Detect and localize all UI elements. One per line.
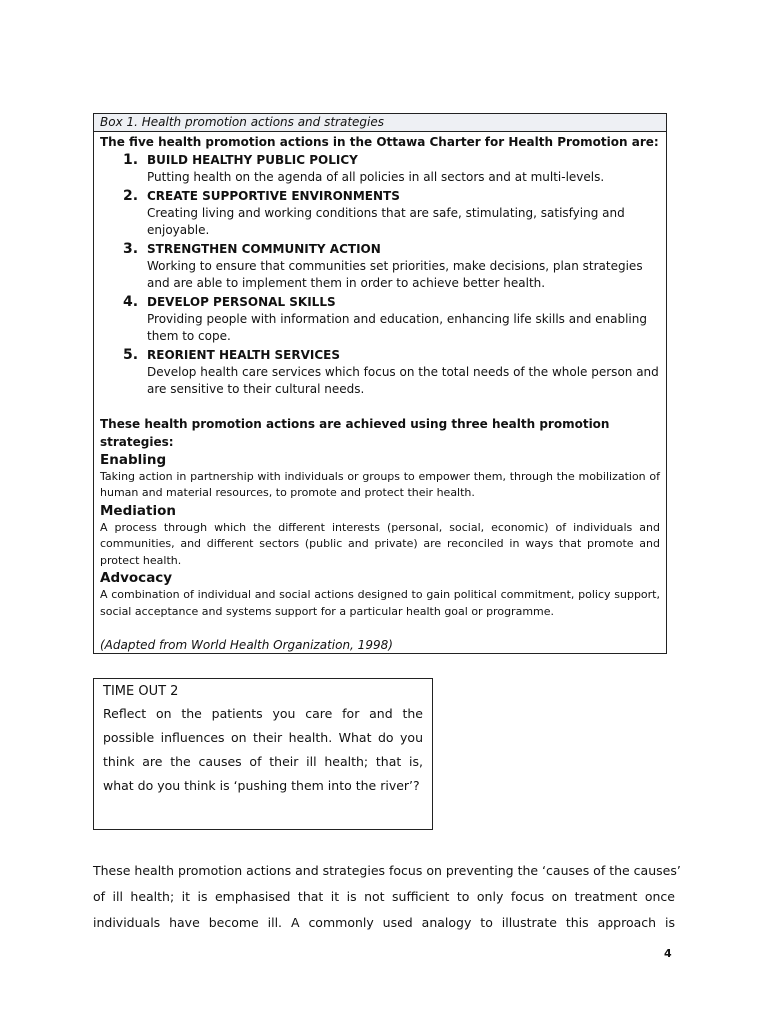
strategy-description-mediation: A process through which the different interests (personal, social, economic) of individuals and communities, and different sectors (public and private) are reconciled in ways that promote and protect health. [100,520,660,567]
action-description: Providing people with information and education, enhancing life skills and enabling them to cope. [147,311,647,343]
action-number: 1. [123,152,139,168]
action-number: 5. [123,346,139,363]
strategies-intro: These health promotion actions are achieved using three health promotion strategies: [100,416,610,449]
action-item [100,187,660,240]
box-caption: Box 1. Health promotion actions and strategies [94,114,666,132]
actions-intro: The five health promotion actions in the Ottawa Charter for Health Promotion are: [100,135,659,149]
page-number: 4 [664,947,672,960]
action-description: Putting health on the agenda of all policies in all sectors and at multi-levels. [147,170,605,184]
source-citation: (Adapted from World Health Organization, 1998) [100,638,393,652]
action-title: BUILD HEALTHY PUBLIC POLICY [147,153,358,167]
strategy-description-advocacy: A combination of individual and social actions designed to gain political commitment, policy support, social acceptance and systems support for a particular health goal or programme. [100,588,660,618]
action-number: 2. [123,187,139,204]
body-paragraph [93,858,681,936]
action-title: CREATE SUPPORTIVE ENVIRONMENTS [147,188,400,203]
box-content [94,133,666,654]
timeout-body: Reflect on the patients you care for and the possible influences on their health. What do you think are the causes of their ill health; that is, what do you think is ‘pushing them into the river’? [103,706,423,793]
actions-list [100,151,660,399]
strategy-description-enabling: Taking action in partnership with individuals or groups to empower them, through the mobilization of human and material resources, to promote and protect their health. [100,469,660,499]
action-item [100,151,660,187]
action-item [100,293,660,346]
timeout-box [93,678,433,830]
action-number: 3. [123,240,139,257]
action-title: REORIENT HEALTH SERVICES [147,347,341,362]
action-item [100,240,660,293]
action-title: STRENGTHEN COMMUNITY ACTION [147,241,381,256]
action-number: 4. [123,293,139,310]
action-item [100,346,660,399]
strategy-name-mediation: Mediation [100,502,176,519]
paragraph-line: These health promotion actions and strategies focus on preventing the ‘causes of the causes’ [93,863,681,878]
action-description: Develop health care services which focus on the total needs of the whole person and are sensitive to their cultural needs. [147,364,659,396]
strategy-name-advocacy: Advocacy [100,570,173,586]
action-description: Working to ensure that communities set priorities, make decisions, plan strategies and are able to implement them in order to achieve better health. [147,258,643,290]
strategy-name-enabling: Enabling [100,451,167,468]
paragraph-line: of ill health; it is emphasised that it is not sufficient to only focus on treatment once [93,889,675,904]
timeout-title: TIME OUT 2 [103,684,179,699]
action-description: Creating living and working conditions that are safe, stimulating, satisfying and enjoyable. [147,205,625,237]
box-health-promotion [93,113,667,654]
paragraph-line: individuals have become ill. A commonly used analogy to illustrate this approach is [93,915,675,930]
action-title: DEVELOP PERSONAL SKILLS [147,294,336,309]
